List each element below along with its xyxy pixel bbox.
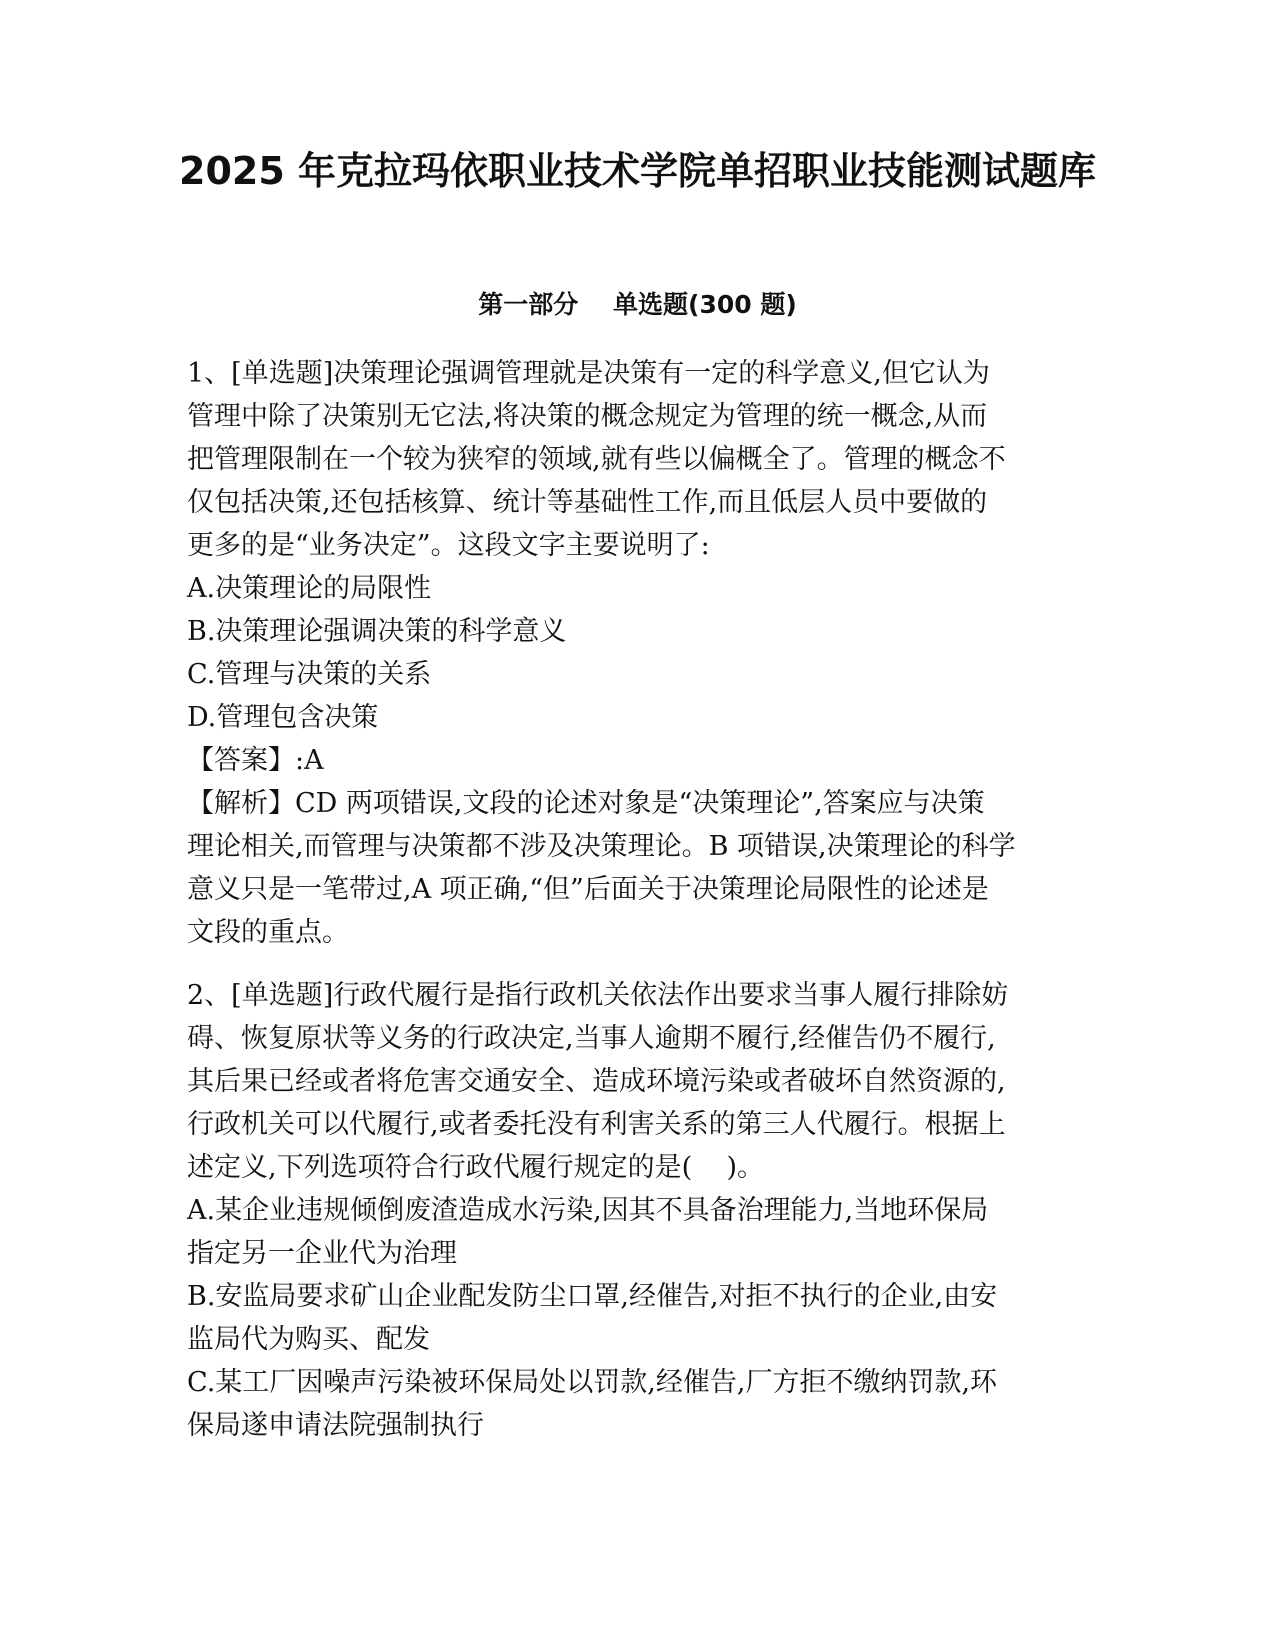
analysis-text: CD 两项错误,文段的论述对象是“决策理论”,答案应与决策 [295, 788, 985, 819]
option-b: B.决策理论强调决策的科学意义 [187, 616, 567, 647]
analysis-line [187, 782, 1087, 825]
question-stem-line: 述定义,下列选项符合行政代履行规定的是( )。 [187, 1152, 764, 1183]
analysis-text: 文段的重点。 [187, 917, 349, 948]
answer-label: 【答案】 [187, 745, 295, 776]
question-stem-line: 其后果已经或者将危害交通安全、造成环境污染或者破坏自然资源的, [187, 1066, 1006, 1097]
option-c: C.管理与决策的关系 [187, 659, 432, 690]
question-stem-line: 2、[单选题]行政代履行是指行政机关依法作出要求当事人履行排除妨 [187, 980, 1009, 1011]
option-a-continued: 指定另一企业代为治理 [187, 1238, 457, 1269]
answer-value: :A [295, 745, 324, 776]
question-stem-line: 把管理限制在一个较为狭窄的领域,就有些以偏概全了。管理的概念不 [187, 444, 1006, 475]
option-b: B.安监局要求矿山企业配发防尘口罩,经催告,对拒不执行的企业,由安 [187, 1281, 998, 1312]
option-b-continued: 监局代为购买、配发 [187, 1324, 430, 1355]
question-2 [187, 974, 1087, 1447]
question-stem-line: 碍、恢复原状等义务的行政决定,当事人逾期不履行,经催告仍不履行, [187, 1023, 996, 1054]
question-list [187, 352, 1087, 1467]
question-stem-line: 1、[单选题]决策理论强调管理就是决策有一定的科学意义,但它认为 [187, 358, 990, 389]
question-stem-line: 更多的是“业务决定”。这段文字主要说明了: [187, 530, 710, 561]
question-stem-line: 行政机关可以代履行,或者委托没有利害关系的第三人代履行。根据上 [187, 1109, 1006, 1140]
analysis-label: 【解析】 [187, 788, 295, 819]
question-1 [187, 352, 1087, 954]
option-d: D.管理包含决策 [187, 702, 379, 733]
option-c: C.某工厂因噪声污染被环保局处以罚款,经催告,厂方拒不缴纳罚款,环 [187, 1367, 998, 1398]
option-c-continued: 保局遂申请法院强制执行 [187, 1410, 484, 1441]
analysis-text: 意义只是一笔带过,A 项正确,“但”后面关于决策理论局限性的论述是 [187, 874, 989, 905]
analysis-text: 理论相关,而管理与决策都不涉及决策理论。B 项错误,决策理论的科学 [187, 831, 1016, 862]
answer-line [187, 739, 1087, 782]
document-title: 2025 年克拉玛依职业技术学院单招职业技能测试题库 [179, 149, 1096, 193]
option-a: A.某企业违规倾倒废渣造成水污染,因其不具备治理能力,当地环保局 [187, 1195, 989, 1226]
question-stem-line: 管理中除了决策别无它法,将决策的概念规定为管理的统一概念,从而 [187, 401, 988, 432]
question-stem-line: 仅包括决策,还包括核算、统计等基础性工作,而且低层人员中要做的 [187, 487, 988, 518]
section-title: 第一部分 单选题(300 题) [478, 290, 797, 319]
option-a: A.决策理论的局限性 [187, 573, 432, 604]
